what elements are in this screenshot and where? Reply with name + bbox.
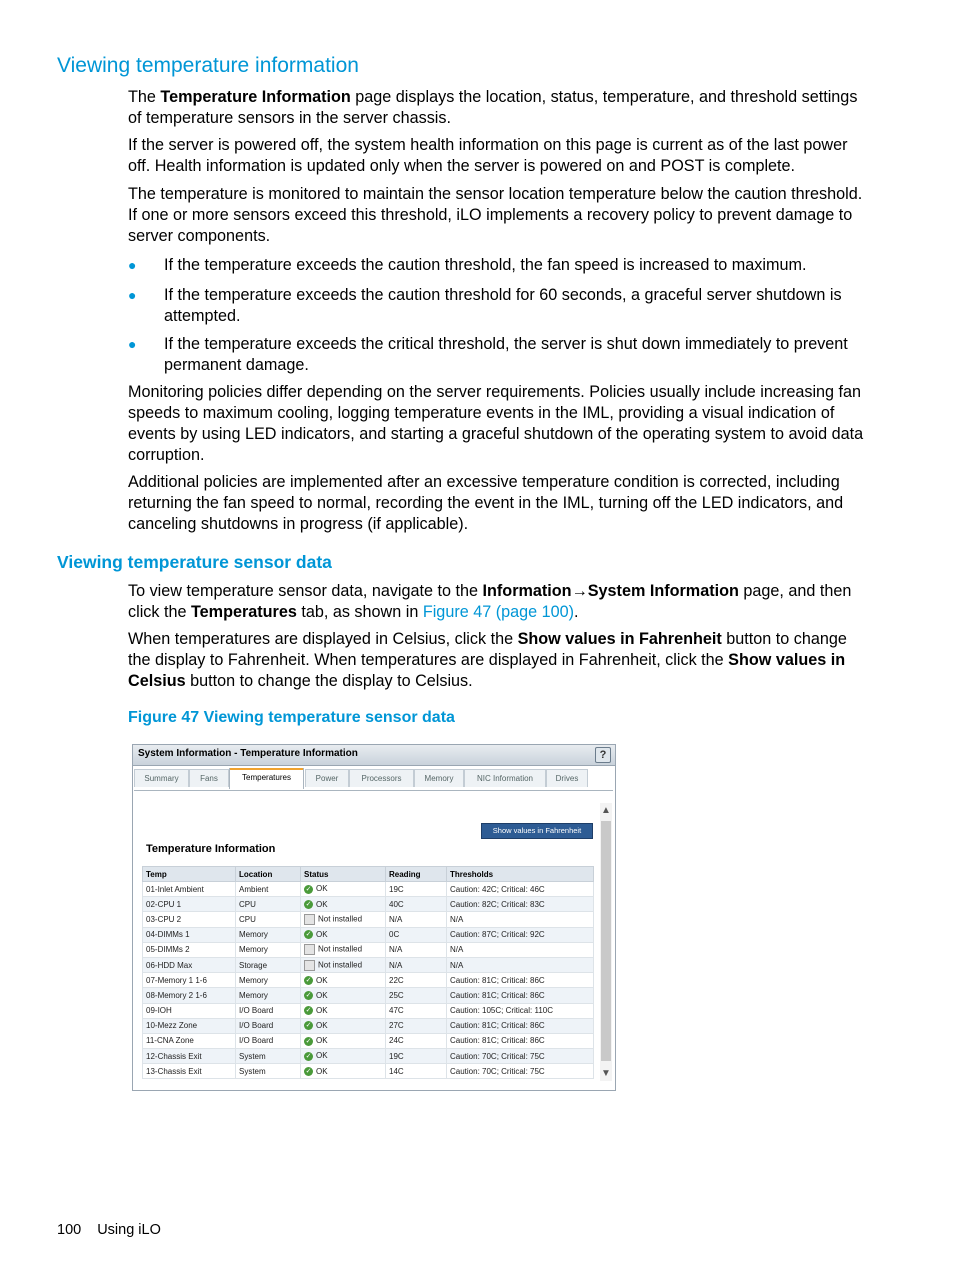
cell-text: 06-HDD Max (146, 960, 193, 970)
cell-text: OK (316, 899, 328, 909)
table-row (143, 988, 594, 1003)
status-ok-icon: ✓ (305, 1022, 312, 1030)
cell-text: OK (316, 1036, 328, 1046)
cell-text: OK (316, 975, 328, 985)
table-cell (301, 927, 386, 942)
tab-processors[interactable]: Processors (349, 769, 414, 787)
cell-text: 04-DIMMs 1 (146, 930, 190, 940)
table-cell (143, 882, 236, 897)
table-cell (386, 973, 447, 988)
table-cell (301, 882, 386, 897)
cell-text: N/A (389, 945, 403, 955)
column-header[interactable]: Reading (386, 867, 447, 882)
table-cell (143, 927, 236, 942)
table-cell (301, 912, 386, 927)
table-cell (447, 973, 594, 988)
table-cell (143, 1033, 236, 1048)
cell-text: OK (316, 1021, 328, 1031)
status-ok-icon: ✓ (305, 931, 312, 939)
table-cell (236, 1033, 301, 1048)
page-footer (57, 1222, 177, 1238)
cell-text: OK (316, 929, 328, 939)
cell-text: 14C (389, 1066, 404, 1076)
table-cell (447, 882, 594, 897)
status-ok-icon: ✓ (305, 1052, 312, 1060)
tab-power[interactable]: Power (305, 769, 349, 787)
cell-text: 02-CPU 1 (146, 899, 182, 909)
table-cell (143, 957, 236, 972)
cell-text: I/O Board (239, 1021, 274, 1031)
table-cell (143, 1049, 236, 1064)
paragraph-additional-policies: Additional policies are implemented after an excessive temperature condition is corrected, including returning the fan speed to normal, recording the event in the IML, turning off the LED indicators, and canceling shutdowns in progress (if applicable). (128, 473, 844, 533)
section-title: Temperature Information (146, 843, 276, 855)
cell-text: 24C (389, 1036, 404, 1046)
table-cell (143, 1018, 236, 1033)
table-cell (447, 988, 594, 1003)
table-cell (236, 897, 301, 912)
table-row (143, 882, 594, 897)
table-cell (447, 927, 594, 942)
tab-temperatures[interactable]: Temperatures (229, 768, 304, 789)
table-cell (447, 957, 594, 972)
table-cell (386, 897, 447, 912)
table-cell (301, 1033, 386, 1048)
page-heading: Viewing temperature information (57, 54, 359, 77)
help-icon[interactable]: ? (595, 747, 611, 763)
table-cell (447, 942, 594, 957)
cell-text: 11-CNA Zone (146, 1036, 194, 1046)
table-cell (143, 973, 236, 988)
cell-text: Caution: 81C; Critical: 86C (450, 1021, 545, 1031)
cell-text: Caution: 81C; Critical: 86C (450, 1036, 545, 1046)
figure-caption: Figure 47 Viewing temperature sensor data (128, 709, 455, 726)
cell-text: OK (316, 1066, 328, 1076)
status-ok-icon: ✓ (305, 1007, 312, 1015)
status-ok-icon: ✓ (305, 900, 312, 908)
table-header-row (143, 867, 594, 882)
table-cell (236, 988, 301, 1003)
table-cell (386, 1064, 447, 1079)
status-ok-icon: ✓ (305, 1037, 312, 1045)
table-row (143, 1018, 594, 1033)
status-not-installed-icon (304, 944, 315, 955)
cell-text: 05-DIMMs 2 (146, 945, 190, 955)
table-cell (143, 988, 236, 1003)
cell-text: N/A (450, 945, 464, 955)
cell-text: 12-Chassis Exit (146, 1051, 202, 1061)
cell-text: Not installed (318, 914, 363, 924)
cell-text: Memory (239, 945, 268, 955)
cell-text: CPU (239, 899, 256, 909)
cell-text: Storage (239, 960, 268, 970)
paragraph-intro: The Temperature Information page displays the location, status, temperature, and threshold settings of temperature sensors in the server chassis. (128, 88, 858, 127)
cell-text: 08-Memory 2 1-6 (146, 990, 207, 1000)
footer-section: Using iLO (97, 1222, 161, 1238)
table-row (143, 927, 594, 942)
column-header[interactable]: Temp (143, 867, 236, 882)
table-cell (386, 1003, 447, 1018)
table-cell (301, 1003, 386, 1018)
table-cell (447, 897, 594, 912)
table-cell (236, 1049, 301, 1064)
table-row (143, 957, 594, 972)
table-cell (447, 1018, 594, 1033)
table-cell (386, 988, 447, 1003)
cell-text: Caution: 42C; Critical: 46C (450, 884, 545, 894)
table-row (143, 897, 594, 912)
table-cell (236, 912, 301, 927)
table-cell (301, 988, 386, 1003)
cell-text: Caution: 70C; Critical: 75C (450, 1066, 545, 1076)
table-cell (386, 882, 447, 897)
screenshot-figure (132, 744, 616, 1091)
table-row (143, 1033, 594, 1048)
show-fahrenheit-button[interactable]: Show values in Fahrenheit (481, 823, 593, 839)
tab-bar (133, 769, 615, 788)
cell-text: Not installed (318, 944, 363, 954)
cell-text: N/A (389, 960, 403, 970)
table-cell (236, 1003, 301, 1018)
cell-text: Ambient (239, 884, 269, 894)
cell-text: Caution: 81C; Critical: 86C (450, 975, 545, 985)
table-cell (301, 1018, 386, 1033)
figure-link[interactable]: Figure 47 (page 100) (422, 603, 575, 621)
table-cell (236, 1018, 301, 1033)
status-not-installed-icon (304, 960, 315, 971)
table-cell (143, 942, 236, 957)
cell-text: System (239, 1066, 266, 1076)
cell-text: Caution: 70C; Critical: 75C (450, 1051, 545, 1061)
cell-text: OK (316, 990, 328, 1000)
table-cell (301, 897, 386, 912)
table-cell (236, 1064, 301, 1079)
cell-text: 22C (389, 975, 404, 985)
table-cell (386, 1033, 447, 1048)
cell-text: Memory (239, 990, 268, 1000)
cell-text: 0C (389, 930, 400, 940)
table-cell (301, 1064, 386, 1079)
table-cell (386, 1049, 447, 1064)
table-cell (143, 912, 236, 927)
table-cell (447, 1049, 594, 1064)
cell-text: OK (316, 1005, 328, 1015)
status-not-installed-icon (304, 914, 315, 925)
paragraph-navigate: To view temperature sensor data, navigate to the Information→System Information page, and then click the Temperatures tab, as shown in Figure 47 (page 100). (128, 582, 852, 621)
cell-text: Caution: 105C; Critical: 110C (450, 1006, 554, 1016)
table-row (143, 1064, 594, 1079)
table-cell (143, 1064, 236, 1079)
table-cell (143, 897, 236, 912)
tab-nic-information[interactable]: NIC Information (464, 769, 546, 787)
cell-text: Caution: 81C; Critical: 86C (450, 990, 545, 1000)
scrollbar-thumb[interactable] (601, 821, 611, 1061)
status-ok-icon: ✓ (305, 976, 312, 984)
cell-text: Memory (239, 975, 268, 985)
cell-text: 19C (389, 1051, 404, 1061)
table-row (143, 1003, 594, 1018)
status-ok-icon: ✓ (305, 1068, 312, 1076)
table-cell (236, 927, 301, 942)
table-cell (301, 942, 386, 957)
table-cell (236, 957, 301, 972)
table-cell (301, 973, 386, 988)
cell-text: Caution: 82C; Critical: 83C (450, 899, 545, 909)
tab-fans[interactable]: Fans (189, 769, 229, 787)
paragraph-power-off: If the server is powered off, the system health information on this page is current as of the last power off. Health information is updated only when the server is powered on and POST is complete. (128, 136, 848, 175)
table-row (143, 1049, 594, 1064)
table-cell (386, 927, 447, 942)
status-ok-icon: ✓ (305, 885, 312, 893)
cell-text: 10-Mezz Zone (146, 1021, 198, 1031)
window-title: System Information - Temperature Information (138, 748, 358, 759)
table-cell (301, 957, 386, 972)
table-cell (386, 912, 447, 927)
table-cell (447, 912, 594, 927)
cell-text: 19C (389, 884, 404, 894)
tab-summary[interactable]: Summary (134, 769, 189, 787)
vertical-scrollbar[interactable] (600, 803, 612, 1081)
column-header[interactable]: Location (236, 867, 301, 882)
table-row (143, 973, 594, 988)
table-cell (236, 973, 301, 988)
subheading: Viewing temperature sensor data (57, 552, 332, 572)
tab-drives[interactable]: Drives (546, 769, 588, 787)
paragraph-units: When temperatures are displayed in Celsius, click the Show values in Fahrenheit button to change the display to Fahrenheit. When temperatures are displayed in Fahrenheit, click the Show values in Celsius button to change the display to Celsius. (128, 630, 847, 690)
table-cell (301, 1049, 386, 1064)
table-cell (143, 1003, 236, 1018)
column-header[interactable]: Status (301, 867, 386, 882)
cell-text: 03-CPU 2 (146, 914, 182, 924)
cell-text: System (239, 1051, 266, 1061)
page-number: 100 (57, 1222, 82, 1238)
cell-text: OK (316, 884, 328, 894)
cell-text: 27C (389, 1021, 404, 1031)
table-cell (447, 1003, 594, 1018)
table-row (143, 942, 594, 957)
table-cell (447, 1064, 594, 1079)
table-cell (236, 942, 301, 957)
table-cell (386, 942, 447, 957)
scroll-down-icon[interactable]: ▼ (601, 1068, 611, 1079)
cell-text: 13-Chassis Exit (146, 1066, 202, 1076)
cell-text: 07-Memory 1 1-6 (146, 975, 207, 985)
temperature-table (142, 866, 594, 1079)
scroll-up-icon[interactable]: ▲ (601, 805, 611, 816)
cell-text: OK (316, 1051, 328, 1061)
table-cell (236, 882, 301, 897)
window-titlebar (133, 745, 615, 766)
table-cell (386, 957, 447, 972)
status-ok-icon: ✓ (305, 992, 312, 1000)
cell-text: I/O Board (239, 1006, 274, 1016)
cell-text: Memory (239, 930, 268, 940)
paragraph-policies: Monitoring policies differ depending on the server requirements. Policies usually include increasing fan speeds to maximum cooling, logging temperature events in the IML, providing a visual indication of events by using LED indicators, and starting a graceful shutdown of the operating system to avoid data corruption. (128, 383, 864, 464)
cell-text: N/A (450, 960, 464, 970)
cell-text: N/A (389, 914, 403, 924)
table-cell (447, 1033, 594, 1048)
cell-text: Not installed (318, 960, 363, 970)
cell-text: 47C (389, 1006, 404, 1016)
cell-text: CPU (239, 914, 256, 924)
cell-text: 40C (389, 899, 404, 909)
cell-text: I/O Board (239, 1036, 274, 1046)
tab-memory[interactable]: Memory (414, 769, 464, 787)
table-row (143, 912, 594, 927)
cell-text: 09-IOH (146, 1006, 172, 1016)
column-header[interactable]: Thresholds (447, 867, 594, 882)
cell-text: Caution: 87C; Critical: 92C (450, 930, 545, 940)
paragraph-monitoring: The temperature is monitored to maintain the sensor location temperature below the caution threshold. If one or more sensors exceed this threshold, iLO implements a recovery policy to prevent damage to server components. (128, 185, 863, 245)
cell-text: 25C (389, 990, 404, 1000)
cell-text: N/A (450, 914, 464, 924)
table-cell (386, 1018, 447, 1033)
cell-text: 01-Inlet Ambient (146, 884, 204, 894)
